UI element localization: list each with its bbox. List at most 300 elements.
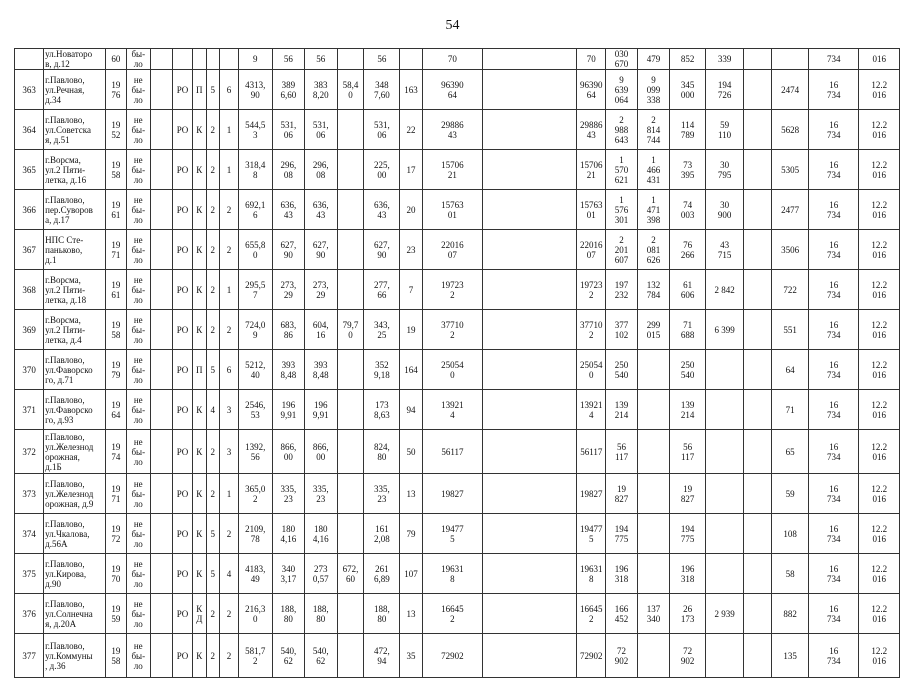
entrances-cell: 2 xyxy=(219,514,238,554)
unit-cost-cell: 135 xyxy=(772,634,809,678)
ownership-cell: РО xyxy=(172,110,192,150)
empty-cell xyxy=(150,310,172,350)
ownership-cell: РО xyxy=(172,554,192,594)
cost-cell-3: 196 318 xyxy=(606,554,637,594)
cost-cell-6: 30 900 xyxy=(706,190,744,230)
material-cell: К xyxy=(193,150,206,190)
cost-cell-6: 194 726 xyxy=(706,70,744,110)
cost-total-cell: 25054 0 xyxy=(422,350,482,390)
table-row xyxy=(15,310,900,350)
cost-cell-6: 43 715 xyxy=(706,230,744,270)
cell-area-5: 472, 94 xyxy=(364,634,400,678)
limit-cost-cell: 734 xyxy=(809,49,859,70)
cell-area-5: 636, 43 xyxy=(364,190,400,230)
address-cell: г.Павлово, ул.Советска я, д.51 xyxy=(44,110,106,150)
cost-cell-3: 139 214 xyxy=(606,390,637,430)
status-cell: не бы- ло xyxy=(127,110,151,150)
cost-cell-4: 132 784 xyxy=(637,270,669,310)
private-area-cell: 335, 23 xyxy=(305,474,337,514)
total-area-cell: 318,4 8 xyxy=(238,150,272,190)
cost-cell-2: 19723 2 xyxy=(577,270,606,310)
cost-cell-6 xyxy=(706,430,744,474)
cost-total-cell: 19723 2 xyxy=(422,270,482,310)
private-area-cell: 627, 90 xyxy=(305,230,337,270)
empty-cell xyxy=(150,390,172,430)
empty-cell xyxy=(483,270,577,310)
limit-cost-cell: 16 734 xyxy=(809,190,859,230)
cost-cell-2: 70 xyxy=(577,49,606,70)
year-built-cell: 19 76 xyxy=(105,70,126,110)
living-area-cell: 296, 08 xyxy=(272,150,304,190)
entrances-cell: 2 xyxy=(219,310,238,350)
year-built-cell: 19 61 xyxy=(105,190,126,230)
private-area-cell: 196 9,91 xyxy=(305,390,337,430)
year-built-cell: 19 61 xyxy=(105,270,126,310)
cost-cell-3: 377 102 xyxy=(606,310,637,350)
cost-total-cell: 19827 xyxy=(422,474,482,514)
living-area-cell: 636, 43 xyxy=(272,190,304,230)
limit-cost-cell: 16 734 xyxy=(809,70,859,110)
empty-cell xyxy=(150,554,172,594)
row-number: 376 xyxy=(15,594,44,634)
residents-cell: 19 xyxy=(400,310,422,350)
address-cell: ул.Новаторо в, д.12 xyxy=(44,49,106,70)
cost-cell-3: 2 201 607 xyxy=(606,230,637,270)
status-cell: не бы- ло xyxy=(127,310,151,350)
ownership-cell: РО xyxy=(172,430,192,474)
unit-cost-cell: 2474 xyxy=(772,70,809,110)
living-area-cell: 340 3,17 xyxy=(272,554,304,594)
cost-cell-4: 479 xyxy=(637,49,669,70)
cost-cell-2: 15706 21 xyxy=(577,150,606,190)
cost-cell-6 xyxy=(706,474,744,514)
row-number: 364 xyxy=(15,110,44,150)
material-cell: К xyxy=(193,110,206,150)
living-area-cell: 196 9,91 xyxy=(272,390,304,430)
table-row xyxy=(15,594,900,634)
material-cell: К xyxy=(193,474,206,514)
entrances-cell: 1 xyxy=(219,110,238,150)
cost-cell-3: 1 576 301 xyxy=(606,190,637,230)
unit-cost-cell: 64 xyxy=(772,350,809,390)
private-area-cell: 56 xyxy=(305,49,337,70)
total-area-cell: 9 xyxy=(238,49,272,70)
address-cell: г.Ворсма, ул.2 Пяти- летка, д.16 xyxy=(44,150,106,190)
cost-cell-2: 37710 2 xyxy=(577,310,606,350)
private-area-cell: 866, 00 xyxy=(305,430,337,474)
total-area-cell: 216,3 0 xyxy=(238,594,272,634)
material-cell: П xyxy=(193,350,206,390)
private-area-cell: 604, 16 xyxy=(305,310,337,350)
cost-cell-3: 72 902 xyxy=(606,634,637,678)
ownership-cell: РО xyxy=(172,270,192,310)
cost-cell-3: 2 988 643 xyxy=(606,110,637,150)
cost-cell-5: 250 540 xyxy=(670,350,706,390)
address-cell: г.Павлово, ул.Кирова, д.90 xyxy=(44,554,106,594)
empty-cell xyxy=(483,634,577,678)
total-area-cell: 544,5 3 xyxy=(238,110,272,150)
cost-cell-7 xyxy=(744,150,772,190)
empty-cell xyxy=(150,230,172,270)
empty-cell xyxy=(150,70,172,110)
residents-cell xyxy=(400,49,422,70)
year-built-cell: 60 xyxy=(105,49,126,70)
cost-cell-6 xyxy=(706,634,744,678)
cost-cell-6: 6 399 xyxy=(706,310,744,350)
address-cell: г.Павлово, ул.Железнод орожная, д.9 xyxy=(44,474,106,514)
living-area-cell: 627, 90 xyxy=(272,230,304,270)
unit-cost-cell: 71 xyxy=(772,390,809,430)
residents-cell: 13 xyxy=(400,594,422,634)
table-row xyxy=(15,70,900,110)
cost-total-cell: 16645 2 xyxy=(422,594,482,634)
year-built-cell: 19 71 xyxy=(105,230,126,270)
total-area-cell: 4183, 49 xyxy=(238,554,272,594)
residents-cell: 17 xyxy=(400,150,422,190)
residents-cell: 13 xyxy=(400,474,422,514)
cost-cell-5: 196 318 xyxy=(670,554,706,594)
table-row xyxy=(15,350,900,390)
cost-cell-2: 19477 5 xyxy=(577,514,606,554)
material-cell: К xyxy=(193,190,206,230)
municipal-area-cell: 58,4 0 xyxy=(337,70,364,110)
residents-cell: 23 xyxy=(400,230,422,270)
cell-area-5: 531, 06 xyxy=(364,110,400,150)
entrances-cell xyxy=(219,49,238,70)
cost-cell-5: 194 775 xyxy=(670,514,706,554)
address-cell: г.Павлово, ул.Речная, д.34 xyxy=(44,70,106,110)
material-cell: П xyxy=(193,70,206,110)
limit-cost-cell: 16 734 xyxy=(809,270,859,310)
unit-cost-cell: 882 xyxy=(772,594,809,634)
cell-area-5: 343, 25 xyxy=(364,310,400,350)
year-built-cell: 19 74 xyxy=(105,430,126,474)
cost-cell-7 xyxy=(744,350,772,390)
entrances-cell: 3 xyxy=(219,390,238,430)
table-row xyxy=(15,49,900,70)
cost-cell-6 xyxy=(706,390,744,430)
municipal-area-cell xyxy=(337,390,364,430)
cost-cell-3: 9 639 064 xyxy=(606,70,637,110)
deadline-cell: 12.2 016 xyxy=(859,474,900,514)
page-number: 54 xyxy=(445,18,460,33)
entrances-cell: 2 xyxy=(219,594,238,634)
municipal-area-cell xyxy=(337,430,364,474)
row-number xyxy=(15,49,44,70)
year-built-cell: 19 70 xyxy=(105,554,126,594)
cost-cell-5: 56 117 xyxy=(670,430,706,474)
cost-cell-3: 194 775 xyxy=(606,514,637,554)
cost-cell-5: 19 827 xyxy=(670,474,706,514)
unit-cost-cell: 2477 xyxy=(772,190,809,230)
limit-cost-cell: 16 734 xyxy=(809,474,859,514)
living-area-cell: 335, 23 xyxy=(272,474,304,514)
empty-cell xyxy=(150,49,172,70)
residents-cell: 20 xyxy=(400,190,422,230)
year-built-cell: 19 64 xyxy=(105,390,126,430)
deadline-cell: 12.2 016 xyxy=(859,514,900,554)
material-cell: К xyxy=(193,634,206,678)
limit-cost-cell: 16 734 xyxy=(809,310,859,350)
entrances-cell: 6 xyxy=(219,70,238,110)
living-area-cell: 56 xyxy=(272,49,304,70)
cost-total-cell: 72902 xyxy=(422,634,482,678)
total-area-cell: 1392, 56 xyxy=(238,430,272,474)
cost-cell-4: 137 340 xyxy=(637,594,669,634)
empty-cell xyxy=(483,350,577,390)
deadline-cell: 12.2 016 xyxy=(859,110,900,150)
limit-cost-cell: 16 734 xyxy=(809,634,859,678)
deadline-cell: 12.2 016 xyxy=(859,230,900,270)
cost-cell-4: 299 015 xyxy=(637,310,669,350)
cost-cell-5: 76 266 xyxy=(670,230,706,270)
material-cell: К Д xyxy=(193,594,206,634)
status-cell: не бы- ло xyxy=(127,70,151,110)
cost-total-cell: 15763 01 xyxy=(422,190,482,230)
deadline-cell: 016 xyxy=(859,49,900,70)
living-area-cell: 188, 80 xyxy=(272,594,304,634)
address-cell: г.Павлово, ул.Фаворско го, д.71 xyxy=(44,350,106,390)
cost-cell-3: 250 540 xyxy=(606,350,637,390)
living-area-cell: 683, 86 xyxy=(272,310,304,350)
cell-area-5: 335, 23 xyxy=(364,474,400,514)
cost-cell-2: 96390 64 xyxy=(577,70,606,110)
living-area-cell: 273, 29 xyxy=(272,270,304,310)
address-cell: г.Павлово, ул.Железнод орожная, д.1Б xyxy=(44,430,106,474)
deadline-cell: 12.2 016 xyxy=(859,554,900,594)
deadline-cell: 12.2 016 xyxy=(859,634,900,678)
material-cell: К xyxy=(193,514,206,554)
cost-cell-6 xyxy=(706,350,744,390)
entrances-cell: 1 xyxy=(219,150,238,190)
ownership-cell: РО xyxy=(172,350,192,390)
entrances-cell: 1 xyxy=(219,270,238,310)
cost-cell-4 xyxy=(637,430,669,474)
empty-cell xyxy=(150,514,172,554)
cost-cell-5: 74 003 xyxy=(670,190,706,230)
cost-cell-7 xyxy=(744,474,772,514)
table-row xyxy=(15,270,900,310)
status-cell: не бы- ло xyxy=(127,350,151,390)
living-area-cell: 393 8,48 xyxy=(272,350,304,390)
floors-cell: 2 xyxy=(206,594,219,634)
unit-cost-cell: 5628 xyxy=(772,110,809,150)
row-number: 377 xyxy=(15,634,44,678)
table-row xyxy=(15,634,900,678)
unit-cost-cell: 65 xyxy=(772,430,809,474)
cost-total-cell: 19477 5 xyxy=(422,514,482,554)
empty-cell xyxy=(150,110,172,150)
cost-total-cell: 56117 xyxy=(422,430,482,474)
cost-total-cell: 96390 64 xyxy=(422,70,482,110)
cost-cell-7 xyxy=(744,190,772,230)
cost-cell-7 xyxy=(744,270,772,310)
private-area-cell: 273 0,57 xyxy=(305,554,337,594)
cost-cell-3: 1 570 621 xyxy=(606,150,637,190)
status-cell: не бы- ло xyxy=(127,230,151,270)
empty-cell xyxy=(150,474,172,514)
private-area-cell: 531, 06 xyxy=(305,110,337,150)
empty-cell xyxy=(150,430,172,474)
ownership-cell: РО xyxy=(172,150,192,190)
cell-area-5: 352 9,18 xyxy=(364,350,400,390)
municipal-area-cell xyxy=(337,270,364,310)
empty-cell xyxy=(483,390,577,430)
cost-cell-2: 22016 07 xyxy=(577,230,606,270)
empty-cell xyxy=(483,554,577,594)
deadline-cell: 12.2 016 xyxy=(859,270,900,310)
residents-cell: 35 xyxy=(400,634,422,678)
entrances-cell: 4 xyxy=(219,554,238,594)
cost-cell-4: 1 471 398 xyxy=(637,190,669,230)
ownership-cell: РО xyxy=(172,514,192,554)
total-area-cell: 295,5 7 xyxy=(238,270,272,310)
row-number: 373 xyxy=(15,474,44,514)
address-cell: г.Павлово, пер.Суворов а, д.17 xyxy=(44,190,106,230)
cell-area-5: 824, 80 xyxy=(364,430,400,474)
private-area-cell: 540, 62 xyxy=(305,634,337,678)
total-area-cell: 692,1 6 xyxy=(238,190,272,230)
cost-cell-6: 2 939 xyxy=(706,594,744,634)
unit-cost-cell: 59 xyxy=(772,474,809,514)
total-area-cell: 724,0 9 xyxy=(238,310,272,350)
cost-cell-5: 852 xyxy=(670,49,706,70)
total-area-cell: 5212, 40 xyxy=(238,350,272,390)
status-cell: не бы- ло xyxy=(127,190,151,230)
entrances-cell: 2 xyxy=(219,190,238,230)
row-number: 368 xyxy=(15,270,44,310)
living-area-cell: 180 4,16 xyxy=(272,514,304,554)
municipal-area-cell xyxy=(337,190,364,230)
material-cell: К xyxy=(193,230,206,270)
floors-cell: 2 xyxy=(206,190,219,230)
ownership-cell: РО xyxy=(172,230,192,270)
living-area-cell: 389 6,60 xyxy=(272,70,304,110)
empty-cell xyxy=(483,49,577,70)
address-cell: г.Павлово, ул.Солнечна я, д.20А xyxy=(44,594,106,634)
living-area-cell: 540, 62 xyxy=(272,634,304,678)
cell-area-5: 627, 90 xyxy=(364,230,400,270)
row-number: 366 xyxy=(15,190,44,230)
material-cell: К xyxy=(193,554,206,594)
unit-cost-cell: 551 xyxy=(772,310,809,350)
private-area-cell: 383 8,20 xyxy=(305,70,337,110)
municipal-area-cell xyxy=(337,634,364,678)
cost-cell-7 xyxy=(744,110,772,150)
municipal-area-cell xyxy=(337,110,364,150)
cost-total-cell: 70 xyxy=(422,49,482,70)
limit-cost-cell: 16 734 xyxy=(809,430,859,474)
unit-cost-cell: 3506 xyxy=(772,230,809,270)
ownership-cell: РО xyxy=(172,310,192,350)
ownership-cell: РО xyxy=(172,390,192,430)
cost-total-cell: 15706 21 xyxy=(422,150,482,190)
limit-cost-cell: 16 734 xyxy=(809,594,859,634)
cost-cell-2: 19631 8 xyxy=(577,554,606,594)
cost-cell-7 xyxy=(744,514,772,554)
table-row xyxy=(15,190,900,230)
cost-cell-5: 139 214 xyxy=(670,390,706,430)
unit-cost-cell: 722 xyxy=(772,270,809,310)
cost-cell-7 xyxy=(744,634,772,678)
table-row xyxy=(15,514,900,554)
row-number: 375 xyxy=(15,554,44,594)
cost-cell-2: 15763 01 xyxy=(577,190,606,230)
address-cell: г.Ворсма, ул.2 Пяти- летка, д.4 xyxy=(44,310,106,350)
unit-cost-cell: 58 xyxy=(772,554,809,594)
living-area-cell: 866, 00 xyxy=(272,430,304,474)
empty-cell xyxy=(483,310,577,350)
cost-cell-3: 56 117 xyxy=(606,430,637,474)
total-area-cell: 655,8 0 xyxy=(238,230,272,270)
empty-cell xyxy=(150,350,172,390)
municipal-area-cell: 672, 60 xyxy=(337,554,364,594)
deadline-cell: 12.2 016 xyxy=(859,310,900,350)
limit-cost-cell: 16 734 xyxy=(809,150,859,190)
status-cell: не бы- ло xyxy=(127,430,151,474)
residents-cell: 107 xyxy=(400,554,422,594)
limit-cost-cell: 16 734 xyxy=(809,230,859,270)
empty-cell xyxy=(483,594,577,634)
cost-cell-5: 73 395 xyxy=(670,150,706,190)
total-area-cell: 2109, 78 xyxy=(238,514,272,554)
cost-cell-4: 9 099 338 xyxy=(637,70,669,110)
cost-cell-5: 72 902 xyxy=(670,634,706,678)
cost-total-cell: 29886 43 xyxy=(422,110,482,150)
municipal-area-cell xyxy=(337,514,364,554)
empty-cell xyxy=(483,150,577,190)
deadline-cell: 12.2 016 xyxy=(859,150,900,190)
residents-cell: 164 xyxy=(400,350,422,390)
floors-cell: 2 xyxy=(206,310,219,350)
row-number: 371 xyxy=(15,390,44,430)
empty-cell xyxy=(483,110,577,150)
floors-cell: 5 xyxy=(206,70,219,110)
ownership-cell: РО xyxy=(172,594,192,634)
municipal-area-cell xyxy=(337,49,364,70)
total-area-cell: 581,7 2 xyxy=(238,634,272,678)
cost-cell-4 xyxy=(637,554,669,594)
cost-cell-7 xyxy=(744,390,772,430)
table-row xyxy=(15,230,900,270)
residents-cell: 163 xyxy=(400,70,422,110)
status-cell: не бы- ло xyxy=(127,634,151,678)
floors-cell: 2 xyxy=(206,270,219,310)
table-row xyxy=(15,474,900,514)
row-number: 370 xyxy=(15,350,44,390)
year-built-cell: 19 72 xyxy=(105,514,126,554)
ownership-cell xyxy=(172,49,192,70)
year-built-cell: 19 79 xyxy=(105,350,126,390)
ownership-cell: РО xyxy=(172,474,192,514)
limit-cost-cell: 16 734 xyxy=(809,110,859,150)
entrances-cell: 6 xyxy=(219,350,238,390)
cell-area-5: 173 8,63 xyxy=(364,390,400,430)
deadline-cell: 12.2 016 xyxy=(859,390,900,430)
row-number: 372 xyxy=(15,430,44,474)
deadline-cell: 12.2 016 xyxy=(859,350,900,390)
table-row xyxy=(15,150,900,190)
empty-cell xyxy=(483,430,577,474)
limit-cost-cell: 16 734 xyxy=(809,350,859,390)
floors-cell: 5 xyxy=(206,514,219,554)
deadline-cell: 12.2 016 xyxy=(859,190,900,230)
private-area-cell: 180 4,16 xyxy=(305,514,337,554)
cell-area-5: 277, 66 xyxy=(364,270,400,310)
status-cell: бы- ло xyxy=(127,49,151,70)
private-area-cell: 273, 29 xyxy=(305,270,337,310)
cost-cell-4 xyxy=(637,350,669,390)
